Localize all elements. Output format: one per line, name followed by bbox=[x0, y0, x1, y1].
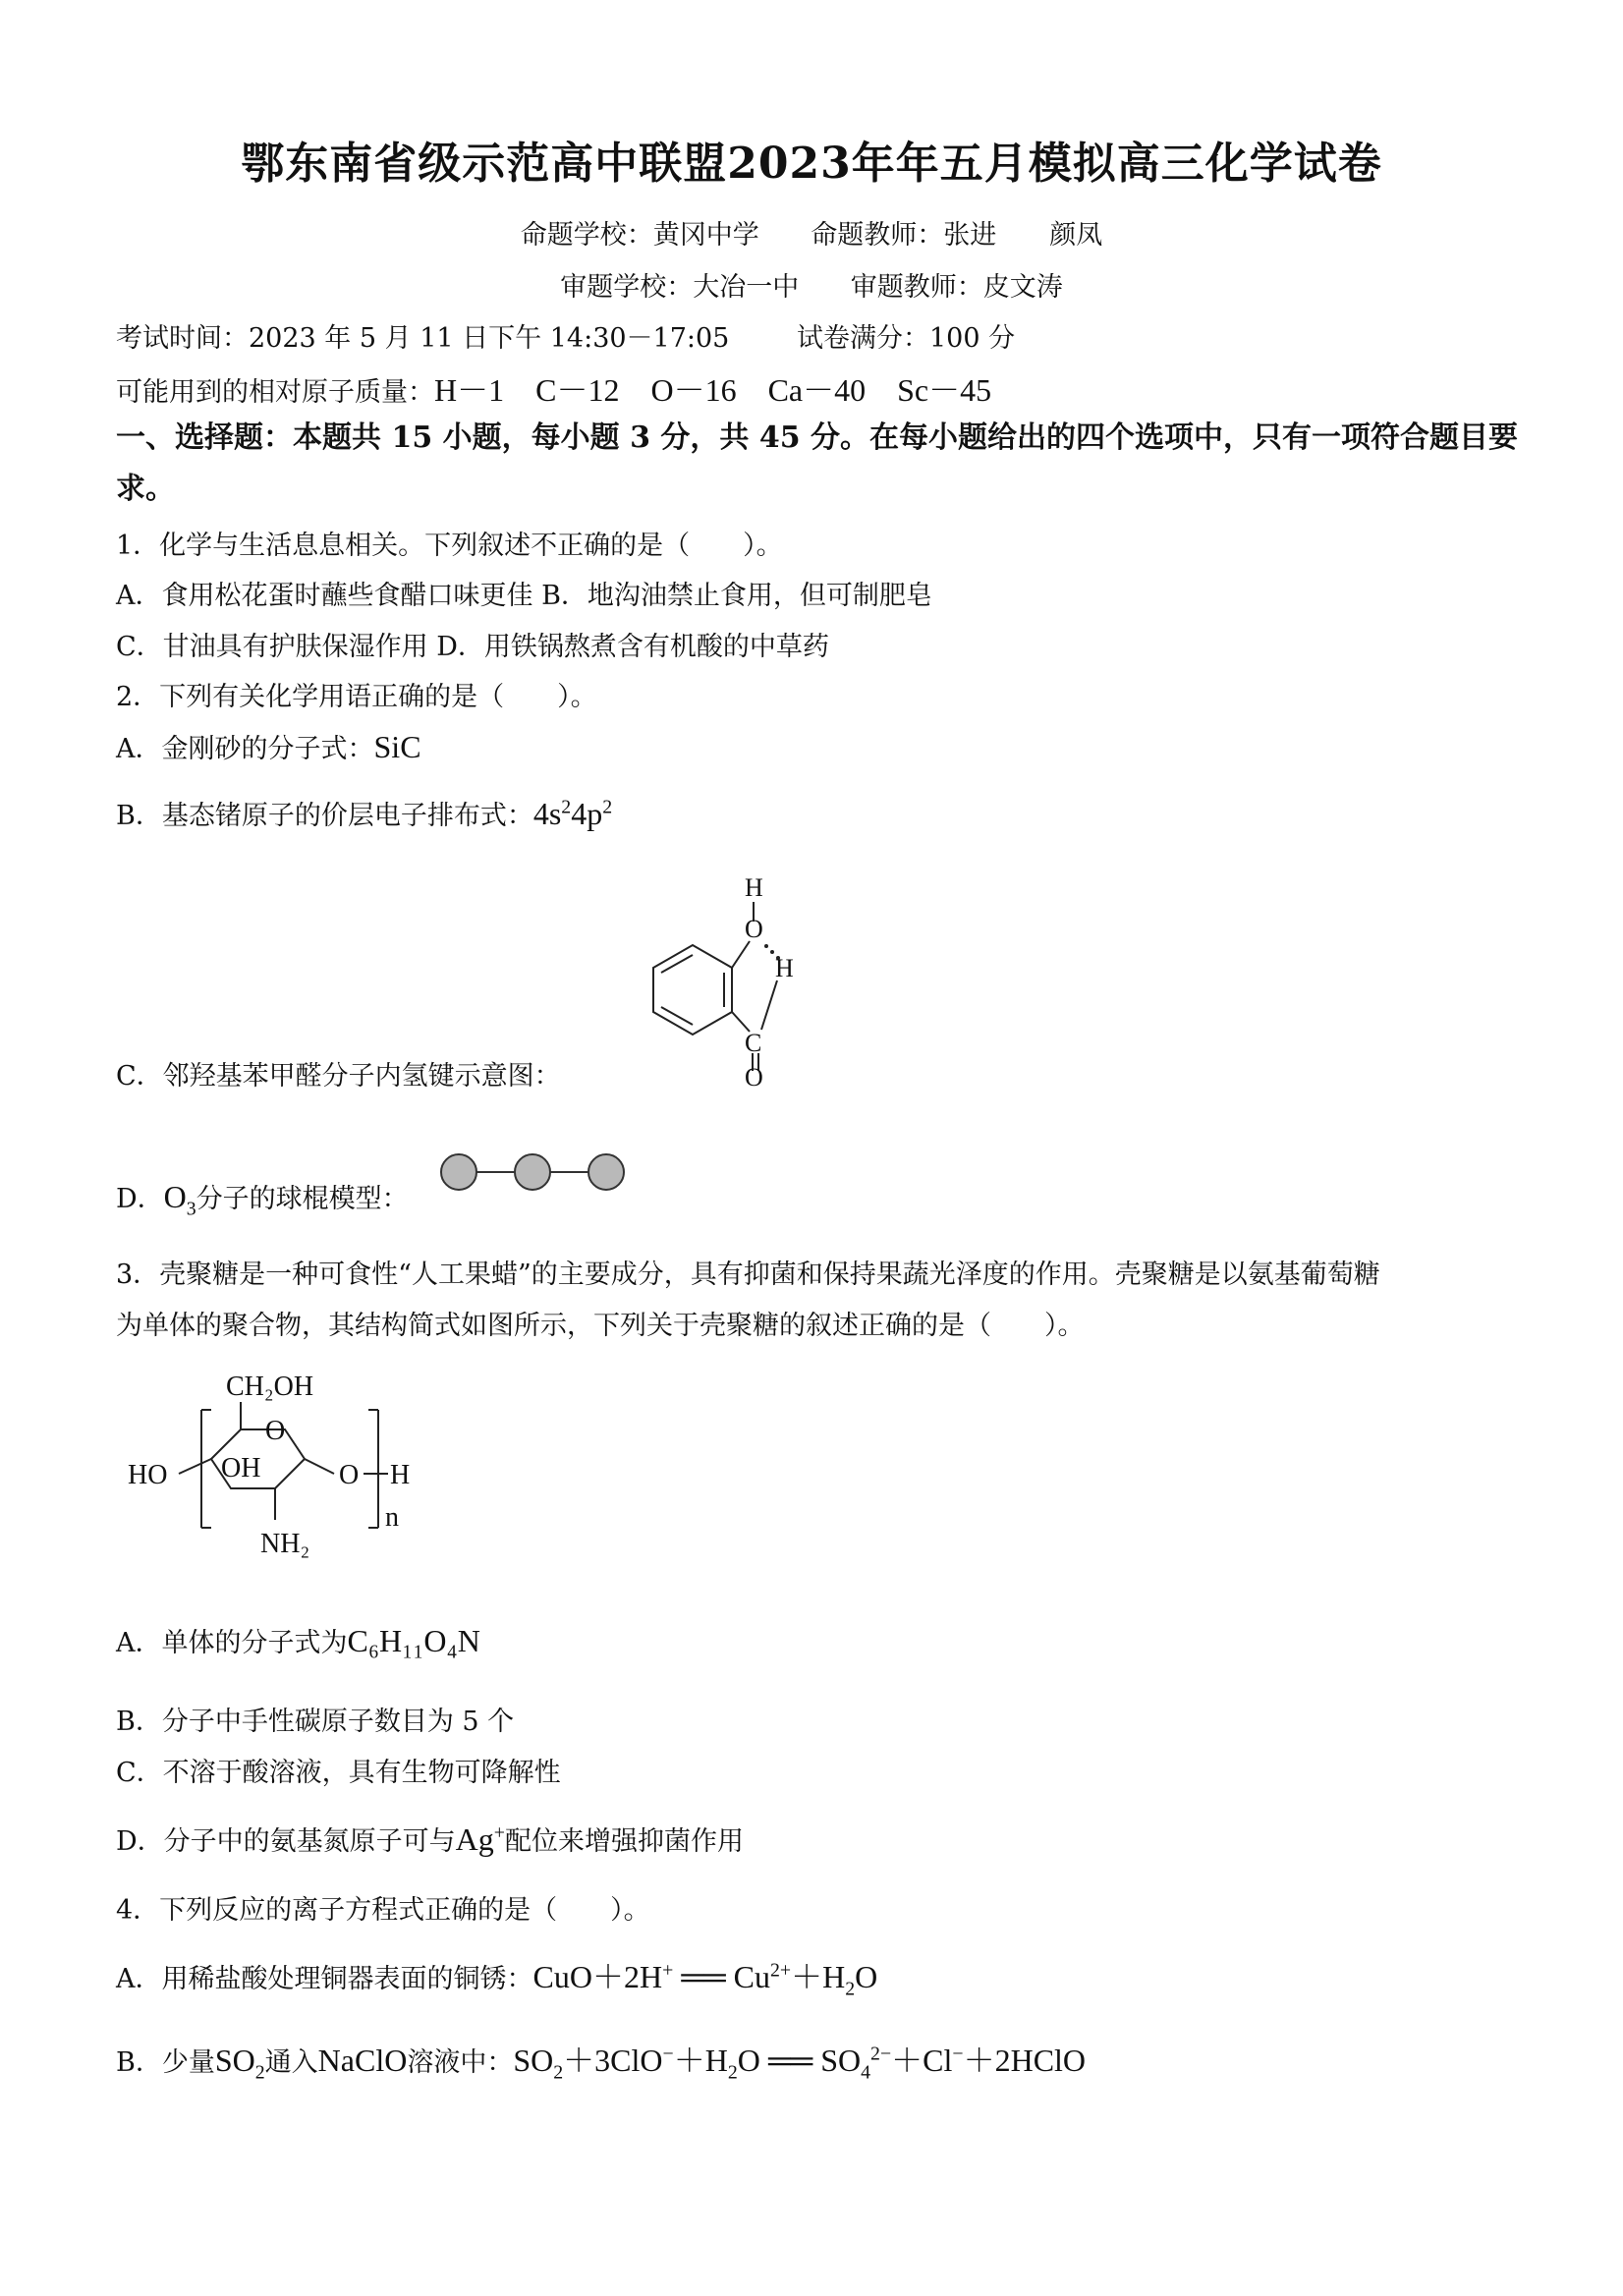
reviewer-teacher: 审题教师：皮文涛 bbox=[850, 272, 1063, 303]
q2-option-a-text: A．金刚砂的分子式： bbox=[116, 734, 374, 764]
q3-option-a-text: A．单体的分子式为 bbox=[116, 1628, 348, 1658]
struct-h-side: H bbox=[775, 954, 794, 982]
q2-option-d-text: 分子的球棍模型： bbox=[196, 1184, 409, 1214]
q2-option-d bbox=[116, 1177, 409, 1220]
q2-option-d-prefix: D． bbox=[116, 1184, 164, 1214]
q2-option-a bbox=[116, 727, 421, 765]
q3-stem-line-1: 3．壳聚糖是一种可食性“人工果蜡”的主要成分，具有抑菌和保持果蔬光泽度的作用。壳聚糖是以氨基葡萄糖 bbox=[116, 1260, 1380, 1290]
exam-time: 考试时间：2023 年 5 月 11 日下午 14:30－17:05 bbox=[116, 323, 730, 354]
struct-o-top: O bbox=[745, 915, 763, 943]
q4-option-a bbox=[116, 1952, 877, 2000]
q3-option-c: C．不溶于酸溶液，具有生物可降解性 bbox=[116, 1758, 561, 1788]
q3-option-d: D．分子中的氨基氮原子可与Ag+配位来增强抑菌作用 bbox=[116, 1821, 744, 1857]
reviewer-line bbox=[0, 265, 1623, 304]
struct-o-bottom: O bbox=[745, 1063, 763, 1092]
chitosan-h: H bbox=[390, 1460, 411, 1490]
q1-stem: 1．化学与生活息息相关。下列叙述不正确的是（ ）。 bbox=[116, 531, 783, 561]
ozone-ball-stick-model bbox=[437, 1148, 634, 1197]
q3-option-a bbox=[116, 1621, 480, 1659]
chitosan-n: n bbox=[385, 1502, 399, 1533]
q2-option-b-formula: $4s^24p^2$ bbox=[532, 796, 613, 831]
chitosan-ring-o: O bbox=[265, 1416, 286, 1446]
q3-option-b: B．分子中手性碳原子数目为 5 个 bbox=[116, 1707, 515, 1737]
chitosan-ho: HO bbox=[128, 1460, 168, 1490]
q4-option-a-text: A．用稀盐酸处理铜器表面的铜锈： bbox=[116, 1964, 533, 1994]
struct-h-top: H bbox=[745, 873, 763, 902]
q1-options-cd: C．甘油具有护肤保湿作用 D．用铁锅熬煮含有机酸的中草药 bbox=[116, 632, 829, 662]
full-score: 试卷满分：100 分 bbox=[796, 323, 1016, 354]
q4-option-b-equation: $SO_2+3ClO^-+H_2O$ ══ $SO_4^{2-}+Cl^-+2HClO$ bbox=[513, 2043, 1087, 2084]
chitosan-link-o: O bbox=[339, 1460, 360, 1490]
chitosan-oh: OH bbox=[221, 1453, 261, 1484]
chitosan-structure bbox=[123, 1361, 437, 1592]
atomic-mass-values: H－1 C－12 O－16 Ca－40 Sc－45 bbox=[434, 372, 992, 408]
q2-option-a-formula: SiC bbox=[373, 729, 421, 764]
salicylaldehyde-hbond-structure bbox=[585, 873, 794, 1092]
q4-stem: 4．下列反应的离子方程式正确的是（ ）。 bbox=[116, 1895, 650, 1926]
q1-options-ab: A．食用松花蛋时蘸些食醋口味更佳 B．地沟油禁止食用，但可制肥皂 bbox=[116, 581, 932, 611]
q2-option-c-text: C．邻羟基苯甲醛分子内氢键示意图： bbox=[116, 1061, 561, 1092]
section-1-heading: 一、选择题：本题共 15 小题，每小题 3 分，共 45 分。在每小题给出的四个选项中，只有一项符合题目要求。 bbox=[116, 420, 1519, 506]
chitosan-nh2: NH₂ bbox=[260, 1529, 310, 1559]
reviewer-school: 审题学校：大冶一中 bbox=[560, 272, 800, 303]
q3-stem-line-2: 为单体的聚合物，其结构简式如图所示，下列关于壳聚糖的叙述正确的是（ ）。 bbox=[116, 1311, 1085, 1341]
q2-option-b-text: B．基态锗原子的价层电子排布式： bbox=[116, 801, 533, 831]
q2-stem: 2．下列有关化学用语正确的是（ ）。 bbox=[116, 682, 597, 712]
exam-info-line bbox=[116, 316, 1015, 355]
q4-option-b: B．少量$SO_2$通入NaClO溶液中：$SO_2+3ClO^-+H_2O$ ══ $SO_4^{2-}+Cl^-+2HClO$ bbox=[116, 2043, 1087, 2084]
proposer-line bbox=[0, 213, 1623, 252]
proposer-school: 命题学校：黄冈中学 bbox=[520, 220, 759, 251]
q4-option-a-equation: CuO＋2H+ ══ $Cu^{2+}+H_2O$ bbox=[532, 1959, 878, 2000]
q3-option-a-formula: C₆H₁₁O₄N bbox=[347, 1623, 480, 1658]
atomic-mass-line bbox=[116, 365, 991, 411]
page-title: 鄂东南省级示范高中联盟2023年年五月模拟高三化学试卷 bbox=[241, 139, 1382, 189]
q2-option-b bbox=[116, 794, 612, 832]
atomic-mass-label: 可能用到的相对原子质量： bbox=[116, 377, 434, 408]
q3-silver-ion: Ag+ bbox=[455, 1821, 505, 1857]
chitosan-ch2oh: CH₂OH bbox=[226, 1372, 314, 1402]
q2-option-d-formula: $O_3$ bbox=[163, 1179, 196, 1220]
struct-c: C bbox=[745, 1029, 762, 1057]
proposer-teacher: 命题教师：张进 颜凤 bbox=[811, 220, 1103, 251]
